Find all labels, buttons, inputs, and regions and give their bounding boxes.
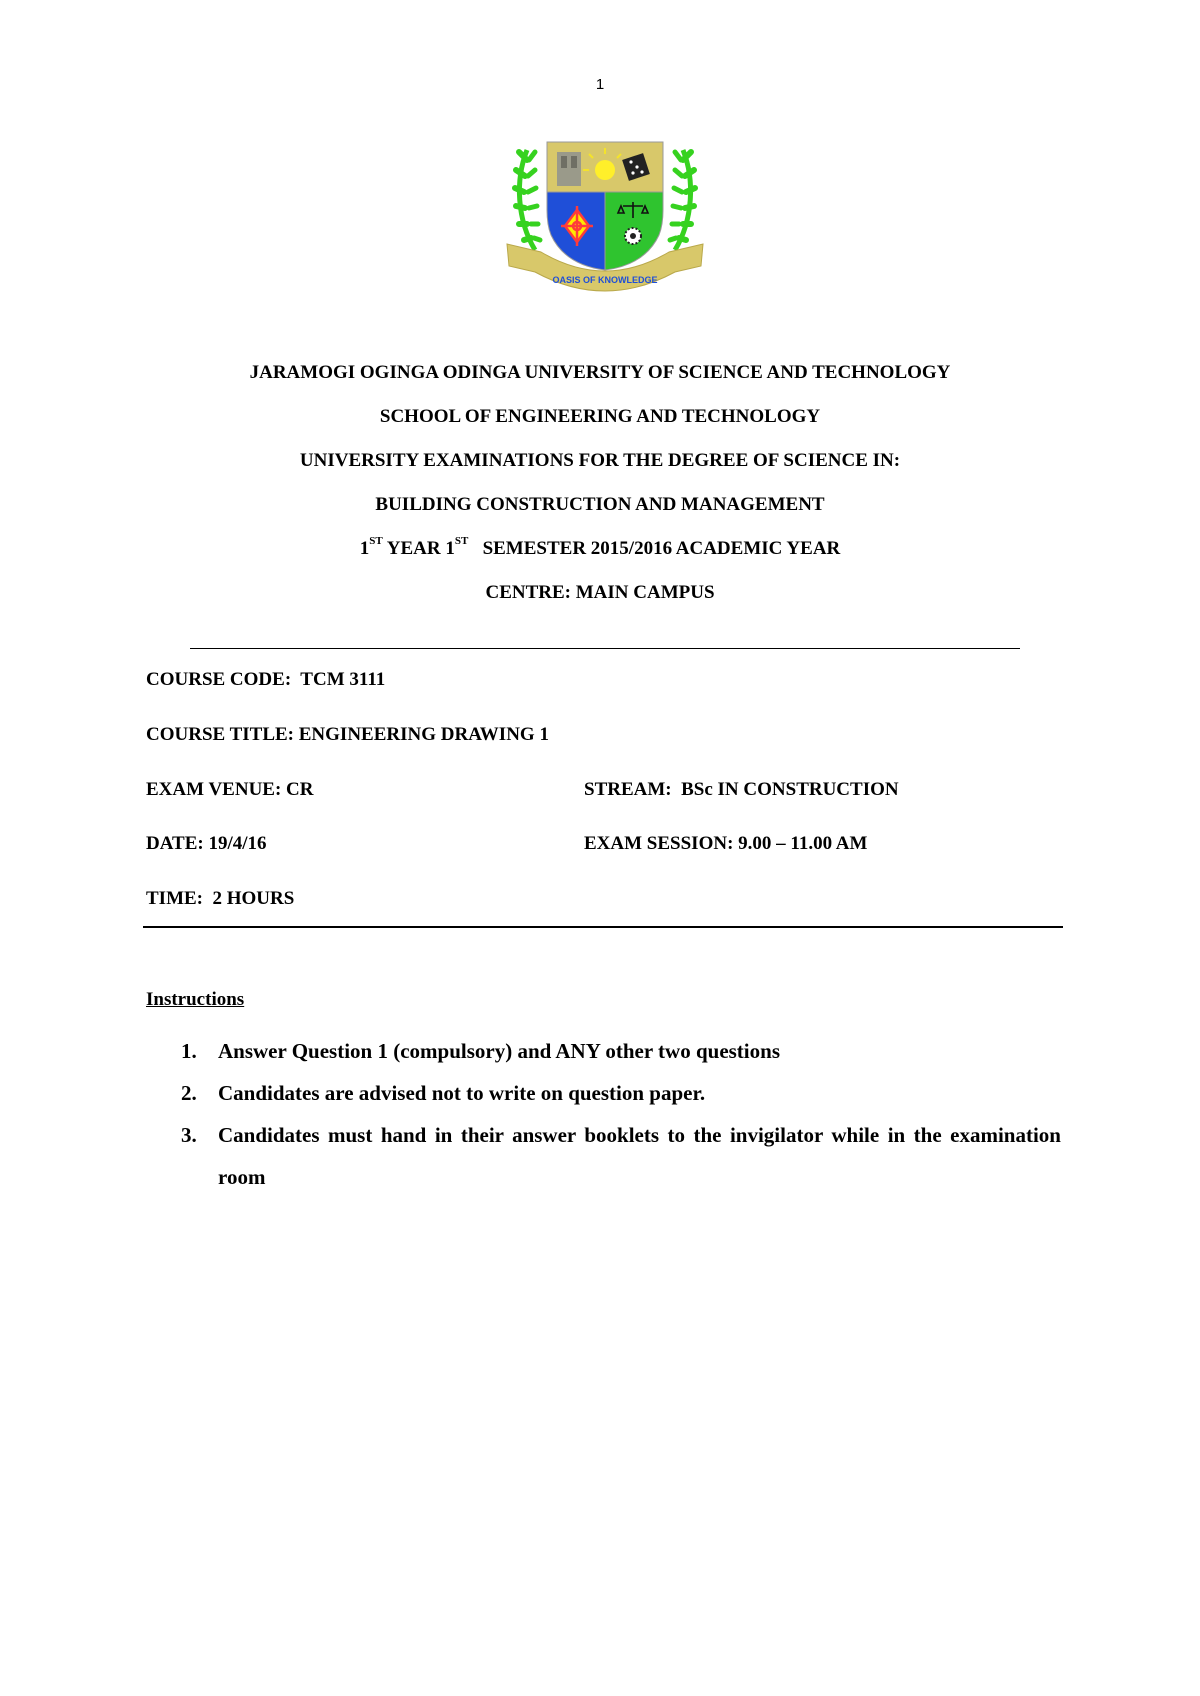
instruction-text: Answer Question 1 (compulsory) and ANY other two questions	[218, 1039, 780, 1063]
exam-session: EXAM SESSION: 9.00 – 11.00 AM	[584, 833, 868, 854]
instruction-text: Candidates must hand in their answer booklets to the invigilator while in the examination room	[218, 1123, 1061, 1189]
course-info-divider	[143, 926, 1063, 928]
header-divider	[190, 648, 1020, 649]
exam-duration: TIME: 2 HOURS	[146, 888, 295, 909]
year-word: YEAR 1	[382, 538, 455, 559]
instruction-number: 1.	[181, 1039, 197, 1063]
instruction-text: Candidates are advised not to write on question paper.	[218, 1081, 706, 1105]
laurel-right-icon	[670, 150, 695, 250]
semester-sup: ST	[454, 535, 469, 547]
exam-centre: CENTRE: MAIN CAMPUS	[485, 582, 715, 603]
course-code: COURSE CODE: TCM 3111	[146, 669, 386, 690]
exam-date: DATE: 19/4/16	[146, 833, 267, 854]
university-name: JARAMOGI OGINGA ODINGA UNIVERSITY OF SCIENCE AND TECHNOLOGY	[249, 362, 951, 383]
instruction-item	[146, 1030, 1061, 1072]
page-number: 1	[595, 76, 605, 93]
year-num: 1	[359, 538, 370, 559]
university-crest-logo	[505, 140, 705, 302]
year-sup: ST	[369, 535, 383, 547]
exam-stream: STREAM: BSc IN CONSTRUCTION	[584, 779, 899, 800]
laurel-left-icon	[515, 150, 540, 250]
year-semester	[0, 535, 1200, 560]
instructions-list	[146, 1030, 1061, 1198]
exam-title: UNIVERSITY EXAMINATIONS FOR THE DEGREE OF SCIENCE IN:	[299, 450, 901, 471]
instruction-number: 2.	[181, 1081, 197, 1105]
exam-venue: EXAM VENUE: CR	[146, 779, 314, 800]
programme-name: BUILDING CONSTRUCTION AND MANAGEMENT	[375, 494, 825, 515]
instruction-item	[146, 1114, 1061, 1198]
instruction-item	[146, 1072, 1061, 1114]
motto-text: OASIS OF KNOWLEDGE	[552, 275, 658, 285]
instructions-title: Instructions	[146, 989, 245, 1010]
semester-rest: SEMESTER 2015/2016 ACADEMIC YEAR	[468, 538, 841, 559]
course-title: COURSE TITLE: ENGINEERING DRAWING 1	[146, 724, 549, 745]
school-name: SCHOOL OF ENGINEERING AND TECHNOLOGY	[379, 406, 821, 427]
instruction-number: 3.	[181, 1123, 197, 1147]
gear-emblem-icon	[625, 228, 641, 244]
